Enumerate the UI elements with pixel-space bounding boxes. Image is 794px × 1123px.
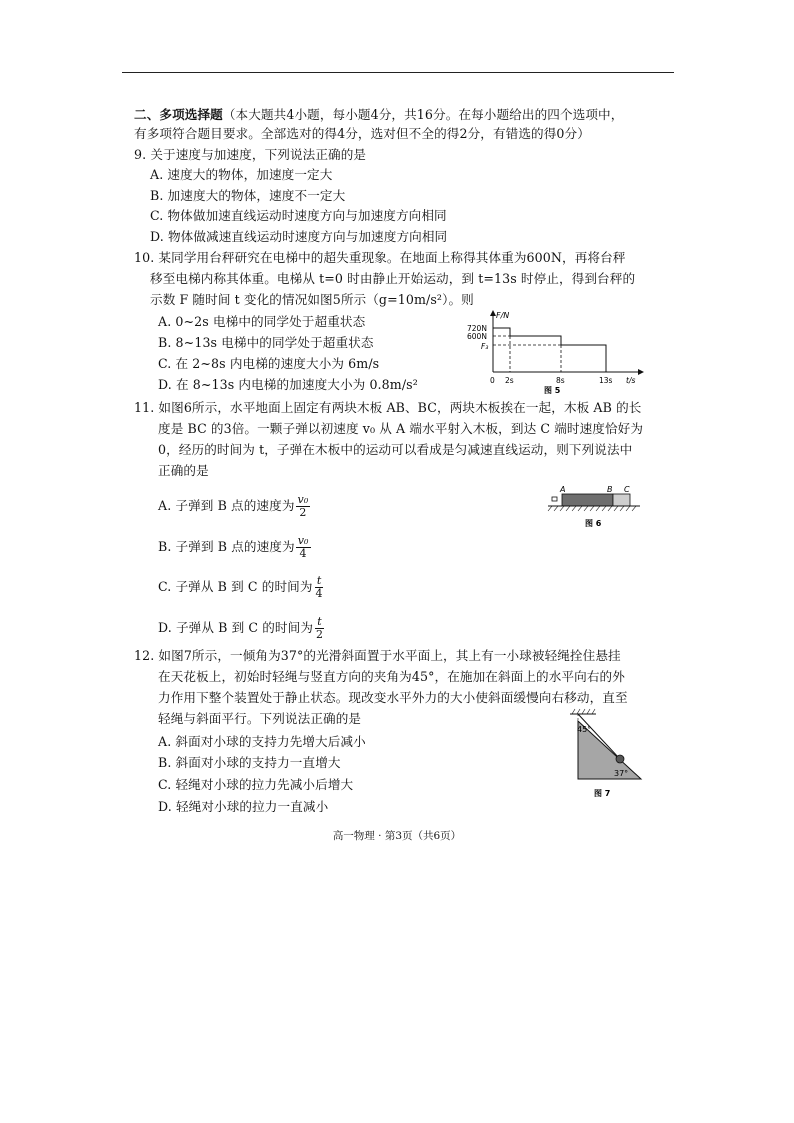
q10-stem-1: 10. 某同学用台秤研究在电梯中的超失重现象。在地面上称得其体重为600N，再将台秤: [134, 250, 626, 265]
x-axis-arrow: [638, 369, 644, 375]
frac-num: t: [316, 574, 322, 587]
section-intro-line-1: [134, 106, 623, 124]
board-bc: [613, 494, 630, 506]
q10-option-a: A. 0~2s 电梯中的同学处于超重状态: [158, 314, 366, 329]
q9-option-c: C. 物体做加速直线运动时速度方向与加速度方向相同: [150, 208, 447, 223]
label-c: C: [624, 485, 630, 494]
figure-5-graph: [466, 310, 646, 400]
q10-option-d: D. 在 8~13s 内电梯的加速度大小为 0.8m/s²: [158, 377, 418, 392]
top-rule: [122, 72, 674, 73]
q9-stem: 9. 关于速度与加速度，下列说法正确的是: [134, 147, 367, 162]
fraction-v0-2: [296, 494, 311, 519]
q12-option-a: A. 斜面对小球的支持力先增大后减小: [158, 734, 366, 749]
ytick-f3: F₃: [481, 342, 489, 351]
q11-option-a: [158, 492, 310, 520]
q11-stem-3: 0，经历的时间为 t，子弹在木板中的运动可以看成是匀减速直线运动，则下列说法中: [158, 442, 633, 457]
q10-option-b: B. 8~13s 电梯中的同学处于超重状态: [158, 335, 374, 350]
page-footer: 高一物理 · 第3页（共6页）: [332, 830, 462, 842]
frac-num: v₀: [297, 534, 309, 547]
xtick-8s: 8s: [556, 376, 565, 385]
q11-option-b-text: B. 子弹到 B 点的速度为: [158, 539, 295, 554]
q11-option-c: [158, 573, 325, 601]
force-curve: [493, 328, 606, 372]
angle-37-label: 37°: [614, 769, 629, 778]
label-a: A: [560, 485, 566, 494]
q11-option-d: [158, 614, 325, 642]
q9-option-b: B. 加速度大的物体，速度不一定大: [150, 188, 346, 203]
frac-num: t: [317, 615, 322, 628]
q10-stem-2: 移至电梯内称其体重。电梯从 t=0 时由静止开始运动，到 t=13s 时停止，得到台秤的: [150, 271, 636, 286]
q11-stem-2: 度是 BC 的3倍。一颗子弹以初速度 v₀ 从 A 端水平射入木板，到达 C 端时速度恰好为: [158, 421, 644, 436]
frac-den: 4: [315, 587, 323, 600]
figure-7-incline: [566, 708, 652, 804]
y-axis-label: F/N: [496, 311, 510, 320]
section-intro-text: （本大题共4小题，每小题4分，共16分。在每小题给出的四个选项中，: [222, 107, 624, 122]
frac-den: 2: [299, 506, 307, 519]
q12-stem-3: 力作用下整个装置处于静止状态。现改变水平外力的大小使斜面缓慢向右移动，直至: [158, 690, 628, 705]
q12-stem-2: 在天花板上，初始时轻绳与竖直方向的夹角为45°，在施加在斜面上的水平向右的外: [158, 669, 625, 684]
ceiling-hatch: [572, 709, 595, 714]
q11-stem-1: 11. 如图6所示，水平地面上固定有两块木板 AB、BC，两块木板挨在一起，木板 AB 的长: [134, 400, 642, 415]
q12-option-b: B. 斜面对小球的支持力一直增大: [158, 755, 341, 770]
section-intro-line-2: 有多项符合题目要求。全部选对的得4分，选对但不全的得2分，有错选的得0分）: [134, 126, 590, 141]
angle-45-label: 45°: [577, 725, 592, 734]
x-axis-label: t/s: [626, 376, 636, 385]
xtick-0: 0: [490, 376, 495, 385]
frac-den: 2: [316, 628, 324, 641]
xtick-13s: 13s: [599, 376, 613, 385]
q12-option-d: D. 轻绳对小球的拉力一直减小: [158, 799, 329, 814]
q12-option-c: C. 轻绳对小球的拉力先减小后增大: [158, 777, 354, 792]
frac-den: 4: [299, 547, 307, 560]
q9-option-a: A. 速度大的物体，加速度一定大: [150, 167, 333, 182]
q10-option-c: C. 在 2~8s 内电梯的速度大小为 6m/s: [158, 356, 380, 371]
ball: [616, 755, 624, 763]
q9-option-d: D. 物体做减速直线运动时速度方向与加速度方向相同: [150, 229, 448, 244]
fraction-t-2: [314, 616, 325, 641]
label-b: B: [607, 485, 613, 494]
ytick-720: 720N: [467, 324, 487, 333]
xtick-2s: 2s: [505, 376, 514, 385]
q11-stem-4: 正确的是: [158, 463, 209, 478]
q11-option-b: [158, 533, 311, 561]
figure-6-boards: [544, 484, 644, 532]
fraction-v0-4: [296, 535, 311, 560]
q11-option-a-text: A. 子弹到 B 点的速度为: [158, 498, 295, 513]
section-heading: 二、多项选择题: [134, 107, 223, 122]
q12-stem-1: 12. 如图7所示，一倾角为37°的光滑斜面置于水平面上，其上有一小球被轻绳拴住悬挂: [134, 648, 621, 663]
frac-num: v₀: [297, 493, 309, 506]
bullet-icon: [552, 497, 557, 501]
q11-option-c-text: C. 子弹从 B 到 C 的时间为: [158, 579, 313, 594]
q10-stem-3: 示数 F 随时间 t 变化的情况如图5所示（g=10m/s²）。则: [150, 292, 474, 307]
q11-option-d-text: D. 子弹从 B 到 C 的时间为: [158, 620, 314, 635]
fraction-t-4: [314, 575, 325, 600]
q12-stem-4: 轻绳与斜面平行。下列说法正确的是: [158, 711, 362, 726]
board-ab: [562, 494, 613, 506]
ground-hatch: [548, 506, 636, 511]
figure-7-caption: 图 7: [594, 789, 611, 798]
figure-6-caption: 图 6: [585, 519, 602, 528]
figure-5-caption: 图 5: [544, 386, 561, 395]
ytick-600: 600N: [467, 332, 487, 341]
